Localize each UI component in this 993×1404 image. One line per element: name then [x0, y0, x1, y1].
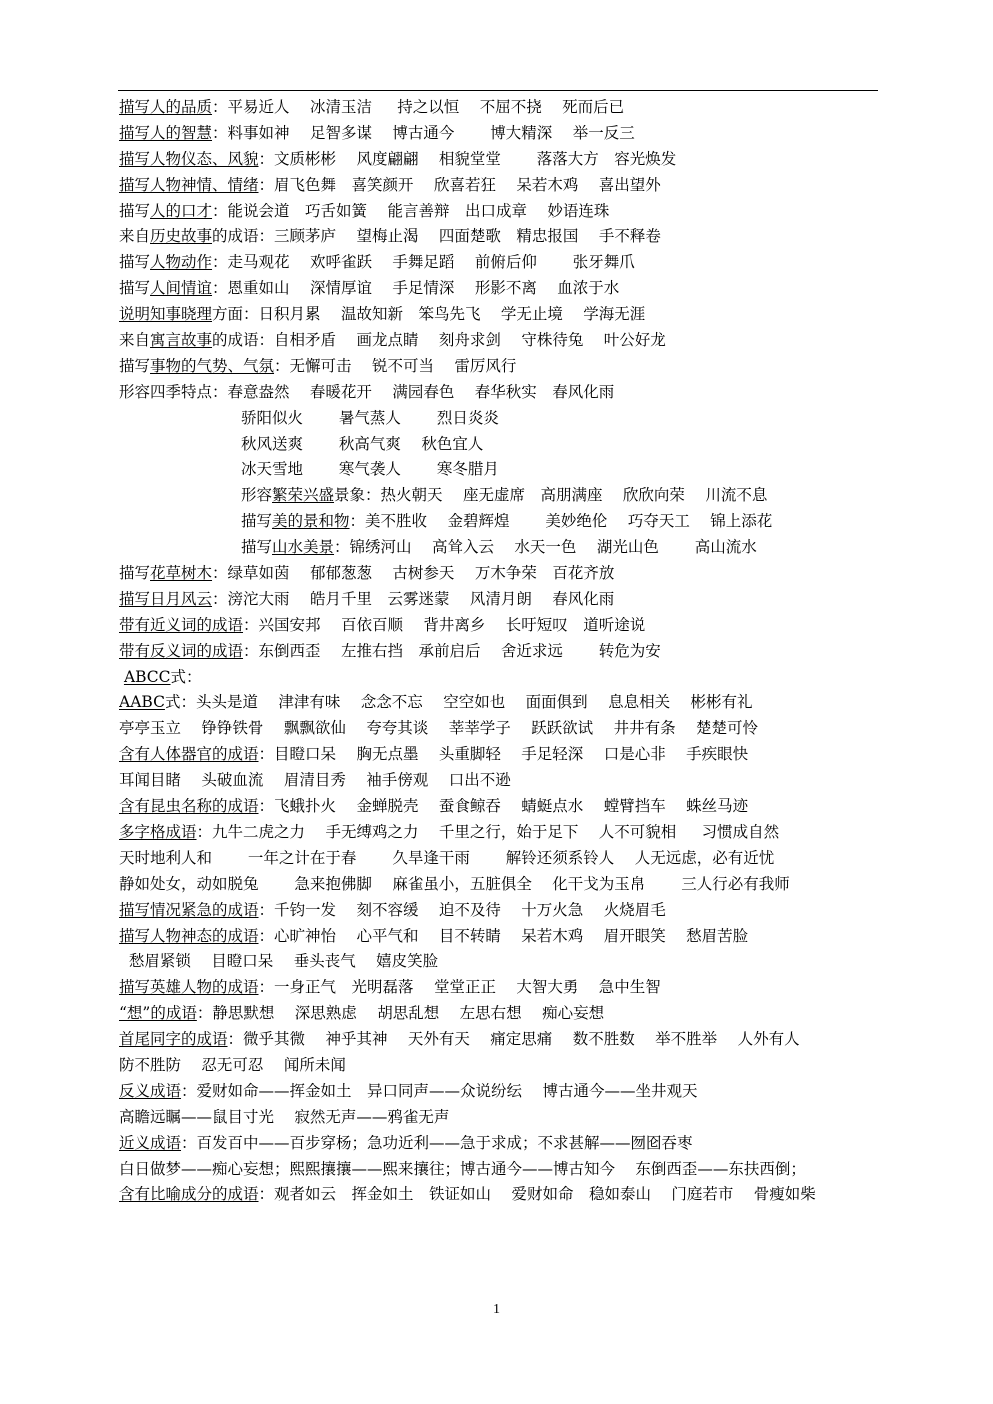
idiom-text: 描写: [119, 253, 151, 272]
idiom-text: ：千钧一发 刻不容缓 迫不及待 十万火急 火烧眉毛: [258, 900, 666, 919]
idiom-text: ：美不胜收 金碧辉煌 美妙绝伦 巧夺天工 锦上添花: [349, 512, 773, 531]
idiom-line: [119, 924, 881, 950]
idiom-line: [119, 846, 881, 872]
idiom-text: 式：头头是道 津津有味 念念不忘 空空如也 面面俱到 息息相关 彬彬有礼: [164, 693, 753, 712]
category-label: 含有比喻成分的成语: [119, 1185, 259, 1204]
idiom-text: ：静思默想 深思熟虑 胡思乱想 左思右想 痴心妄想: [196, 1004, 605, 1023]
category-label: ABCC: [123, 667, 171, 686]
idiom-line: [119, 250, 881, 276]
idiom-text: ：百发百中——百步穿杨；急功近利——急于求成；不求甚解——囫囵吞枣: [181, 1133, 693, 1152]
idiom-line: [119, 354, 881, 380]
category-label: 描写英雄人物的成语: [119, 978, 259, 997]
category-label: 带有反义词的成语: [119, 641, 244, 660]
idiom-text: ：走马观花 欢呼雀跃 手舞足蹈 前俯后仰 张牙舞爪: [212, 253, 635, 272]
idiom-line: [119, 1027, 881, 1053]
category-label: 说明知事晓理: [119, 305, 213, 324]
category-label: 繁荣兴盛: [272, 486, 335, 505]
idiom-text: 描写: [241, 538, 273, 557]
idiom-text: ：观者如云 挥金如土 铁证如山 爱财如命 稳如泰山 门庭若市 骨瘦如柴: [258, 1185, 816, 1204]
idiom-text: 高瞻远瞩——鼠目寸光 寂然无声——鸦雀无声: [119, 1107, 450, 1126]
idiom-text: 静如处女，动如脱兔 急来抱佛脚 麻雀虽小，五脏俱全 化干戈为玉帛 三人行必有我师: [119, 874, 790, 893]
idiom-text: ：东倒西歪 左推右挡 承前启后 舍近求远 转危为安: [243, 641, 661, 660]
category-label: 历史故事: [150, 227, 213, 246]
idiom-line: [119, 872, 881, 898]
idiom-line: [119, 613, 881, 639]
idiom-line: [119, 406, 881, 432]
idiom-text: 式：: [170, 667, 202, 686]
category-label: 描写人物神情、情绪: [119, 175, 259, 194]
idiom-text: 描写: [119, 201, 151, 220]
idiom-line: [119, 302, 881, 328]
category-label: 寓言故事: [150, 331, 213, 350]
idiom-text: 冰天雪地 寒气袭人 寒冬腊月: [241, 460, 499, 479]
category-label: 带有近义词的成语: [119, 615, 244, 634]
idiom-line: [119, 328, 881, 354]
page-number: 1: [493, 1302, 500, 1317]
idiom-line: [119, 173, 881, 199]
idiom-text: 的成语：自相矛盾 画龙点睛 刻舟求剑 守株待兔 叶公好龙: [212, 331, 666, 350]
idiom-text: ：飞蛾扑火 金蝉脱壳 蚕食鲸吞 蜻蜓点水 螳臂挡车 蛛丝马迹: [258, 797, 749, 816]
idiom-line: [119, 716, 881, 742]
category-label: 美的景和物: [272, 512, 350, 531]
idiom-line: [119, 742, 881, 768]
idiom-line: [119, 949, 881, 975]
idiom-text: 景象：热火朝天 座无虚席 高朋满座 欣欣向荣 川流不息: [334, 486, 768, 505]
idiom-line: [119, 276, 881, 302]
idiom-text: 形容: [241, 486, 273, 505]
category-label: 首尾同字的成语: [119, 1030, 228, 1049]
idiom-text: ：滂沱大雨 皓月千里 云雾迷蒙 风清月朗 春风化雨: [212, 589, 615, 608]
idiom-line: [119, 665, 881, 691]
category-label: 含有人体器官的成语: [119, 745, 259, 764]
idiom-line: [119, 690, 881, 716]
idiom-text: ：无懈可击 锐不可当 雷厉风行: [274, 356, 517, 375]
category-label: 事物的气势、气氛: [150, 356, 275, 375]
idiom-text: ：目瞪口呆 胸无点墨 头重脚轻 手足轻深 口是心非 手疾眼快: [258, 745, 749, 764]
idiom-line: [119, 432, 881, 458]
category-label: 人间情谊: [150, 279, 213, 298]
idiom-text: 秋风送爽 秋高气爽 秋色宜人: [241, 434, 484, 453]
idiom-line: [119, 1079, 881, 1105]
idiom-text: 的成语：三顾茅庐 望梅止渴 四面楚歌 精忠报国 手不释卷: [212, 227, 661, 246]
idiom-text: 描写: [119, 356, 151, 375]
idiom-text: ：一身正气 光明磊落 堂堂正正 大智大勇 急中生智: [258, 978, 661, 997]
category-label: 描写人物神态的成语: [119, 926, 259, 945]
idiom-text: 愁眉紧锁 目瞪口呆 垂头丧气 嬉皮笑脸: [119, 952, 439, 971]
idiom-text: 耳闻目睹 头破血流 眉清目秀 袖手傍观 口出不逊: [119, 771, 511, 790]
idiom-text: 亭亭玉立 铮铮铁骨 飘飘欲仙 夸夸其谈 莘莘学子 跃跃欲试 井井有条 楚楚可怜: [119, 719, 758, 738]
idiom-line: [119, 483, 881, 509]
idiom-text: 方面：日积月累 温故知新 笨鸟先飞 学无止境 学海无涯: [212, 305, 646, 324]
idiom-text: 描写: [241, 512, 273, 531]
idiom-line: [119, 898, 881, 924]
idiom-list: [119, 95, 881, 1208]
category-label: 人物动作: [150, 253, 213, 272]
idiom-line: [119, 1131, 881, 1157]
category-label: 含有昆虫名称的成语: [119, 797, 259, 816]
idiom-text: ：平易近人 冰清玉洁 持之以恒 不屈不挠 死而后已: [212, 98, 625, 116]
header-rule: [118, 90, 878, 91]
idiom-line: [119, 1001, 881, 1027]
idiom-line: [119, 1105, 881, 1131]
idiom-text: ：能说会道 巧舌如簧 能言善辩 出口成章 妙语连珠: [212, 201, 610, 220]
category-label: 近义成语: [119, 1133, 182, 1152]
idiom-line: [119, 768, 881, 794]
category-label: 描写人的品质: [119, 98, 213, 116]
idiom-line: [119, 794, 881, 820]
idiom-line: [119, 199, 881, 225]
idiom-line: [119, 639, 881, 665]
idiom-text: ：九牛二虎之力 手无缚鸡之力 千里之行，始于足下 人不可貌相 习惯成自然: [196, 822, 780, 841]
idiom-line: [119, 380, 881, 406]
idiom-line: [119, 1053, 881, 1079]
category-label: 反义成语: [119, 1081, 182, 1100]
idiom-text: ：爱财如命——挥金如土 异口同声——众说纷纭 博古通今——坐井观天: [181, 1081, 698, 1100]
category-label: 多字格成语: [119, 822, 197, 841]
idiom-text: ：心旷神怡 心平气和 目不转睛 呆若木鸡 眉开眼笑 愁眉苦脸: [258, 926, 749, 945]
idiom-text: 防不胜防 忍无可忍 闻所未闻: [119, 1055, 346, 1074]
idiom-line: [119, 820, 881, 846]
idiom-line: [119, 1157, 881, 1183]
idiom-text: 天时地利人和 一年之计在于春 久旱逢干雨 解铃还须系铃人 人无远虑，必有近忧: [119, 848, 775, 867]
idiom-line: [119, 224, 881, 250]
category-label: 描写日月风云: [119, 589, 213, 608]
idiom-text: ：恩重如山 深情厚谊 手足情深 形影不离 血浓于水: [212, 279, 620, 298]
idiom-text: 描写: [119, 279, 151, 298]
idiom-text: ：眉飞色舞 喜笑颜开 欣喜若狂 呆若木鸡 喜出望外: [258, 175, 661, 194]
idiom-text: ：微乎其微 神乎其神 天外有天 痛定思痛 数不胜数 举不胜举 人外有人: [227, 1030, 800, 1049]
idiom-line: [119, 1182, 881, 1208]
idiom-text: 形容四季特点：春意盎然 春暖花开 满园春色 春华秋实 春风化雨: [119, 382, 615, 401]
category-label: 人的口才: [150, 201, 213, 220]
category-label: 描写情况紧急的成语: [119, 900, 259, 919]
idiom-line: [119, 509, 881, 535]
idiom-text: 白日做梦——痴心妄想；熙熙攘攘——熙来攘往；博古通今——博古知今 东倒西歪——东扶西倒；: [119, 1159, 806, 1178]
idiom-text: 来自: [119, 227, 151, 246]
category-label: 山水美景: [272, 538, 335, 557]
idiom-text: 来自: [119, 331, 151, 350]
category-label: 描写人的智慧: [119, 123, 213, 142]
idiom-text: ：锦绣河山 高耸入云 水天一色 湖光山色 高山流水: [334, 538, 757, 557]
category-label: 花草树木: [150, 564, 213, 583]
category-label: AABC: [119, 693, 165, 712]
idiom-text: ：绿草如茵 郁郁葱葱 古树参天 万木争荣 百花齐放: [212, 564, 615, 583]
idiom-line: [119, 975, 881, 1001]
idiom-text: ：料事如神 足智多谋 博古通今 博大精深 举一反三: [212, 123, 635, 142]
idiom-line: [119, 147, 881, 173]
idiom-line: [119, 457, 881, 483]
idiom-text: 骄阳似火 暑气蒸人 烈日炎炎: [241, 408, 499, 427]
category-label: 描写人物仪态、风貌: [119, 149, 259, 168]
idiom-text: ：文质彬彬 风度翩翩 相貌堂堂 落落大方 容光焕发: [258, 149, 677, 168]
idiom-text: 描写: [119, 564, 151, 583]
idiom-line: [119, 561, 881, 587]
idiom-text: ：兴国安邦 百依百顺 背井离乡 长吁短叹 道听途说: [243, 615, 646, 634]
category-label: “想”的成语: [119, 1004, 197, 1023]
idiom-line: [119, 121, 881, 147]
idiom-line: [119, 587, 881, 613]
idiom-line: [119, 535, 881, 561]
idiom-line: [119, 95, 881, 121]
